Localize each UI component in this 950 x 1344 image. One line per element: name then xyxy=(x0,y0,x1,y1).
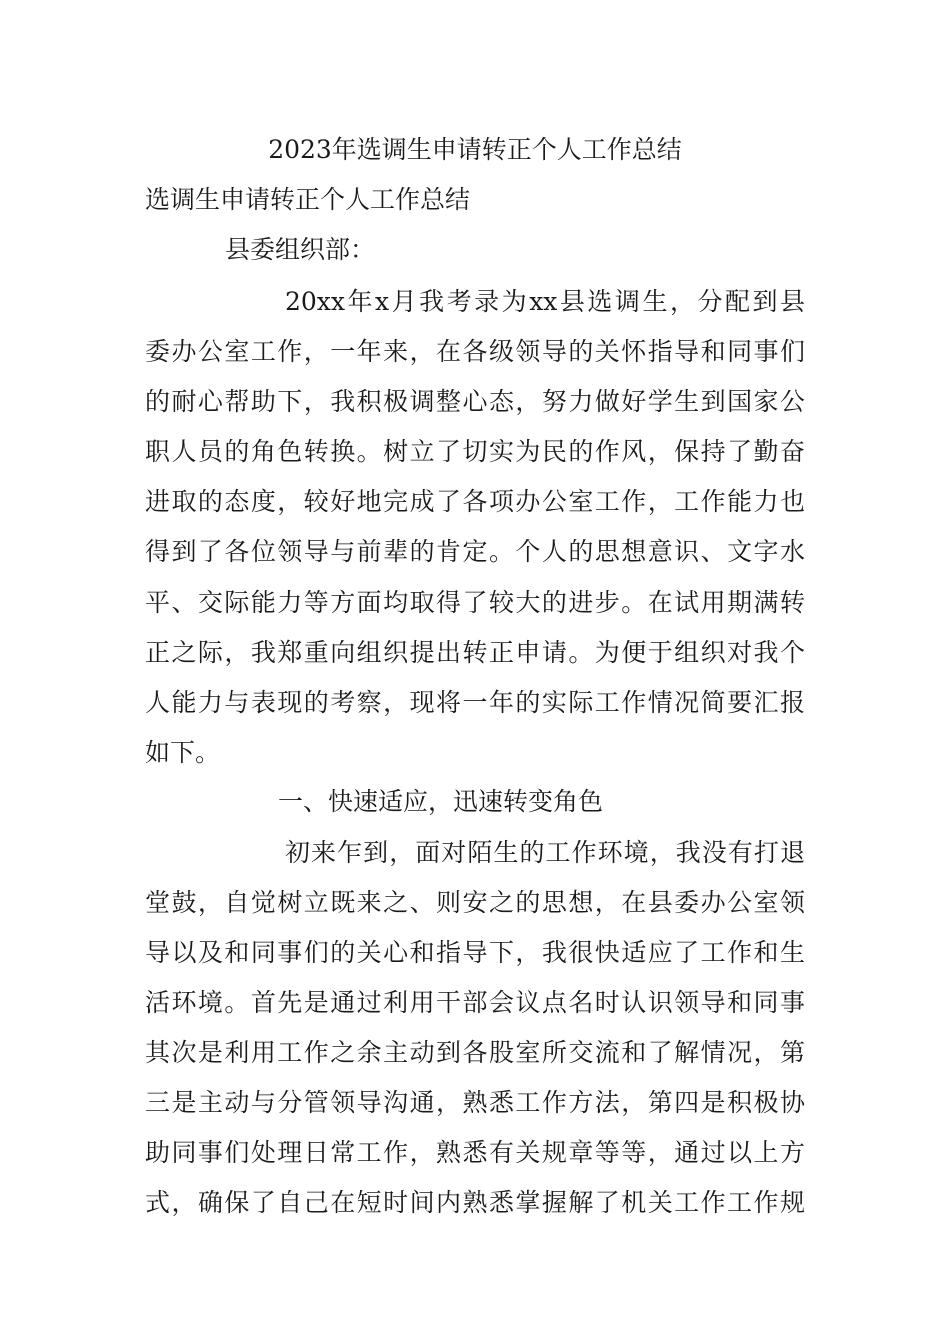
salutation: 县委组织部： xyxy=(225,235,376,264)
document-subtitle: 选调生申请转正个人工作总结 xyxy=(145,185,471,214)
paragraph-line: 正之际，我郑重向组织提出转正申请。为便于组织对我个 xyxy=(145,638,805,667)
paragraph-line: 初来乍到，面对陌生的工作环境，我没有打退 xyxy=(285,838,805,867)
paragraph-line: 活环境。首先是通过利用干部会议点名时认识领导和同事 xyxy=(145,988,805,1017)
paragraph-line: 得到了各位领导与前辈的肯定。个人的思想意识、文字水 xyxy=(145,537,805,566)
paragraph-line: 人能力与表现的考察，现将一年的实际工作情况简要汇报 xyxy=(145,688,805,717)
paragraph-line: 职人员的角色转换。树立了切实为民的作风，保持了勤奋 xyxy=(145,437,805,466)
paragraph-line: 平、交际能力等方面均取得了较大的进步。在试用期满转 xyxy=(145,588,805,617)
paragraph-line: 委办公室工作，一年来，在各级领导的关怀指导和同事们 xyxy=(145,337,805,366)
paragraph-line: 导以及和同事们的关心和指导下，我很快适应了工作和生 xyxy=(145,938,805,967)
section-heading: 一、快速适应，迅速转变角色 xyxy=(278,787,604,816)
paragraph-line: 助同事们处理日常工作，熟悉有关规章等等，通过以上方 xyxy=(145,1138,805,1167)
paragraph-line: 堂鼓，自觉树立既来之、则安之的思想，在县委办公室领 xyxy=(145,888,805,917)
paragraph-line: 三是主动与分管领导沟通，熟悉工作方法，第四是积极协 xyxy=(145,1088,805,1117)
paragraph-line: 进取的态度，较好地完成了各项办公室工作，工作能力也 xyxy=(145,487,805,516)
paragraph-line: 其次是利用工作之余主动到各股室所交流和了解情况，第 xyxy=(145,1038,805,1067)
paragraph-line: 20xx年x月我考录为xx县选调生，分配到县 xyxy=(285,287,805,316)
paragraph-line: 的耐心帮助下，我积极调整心态，努力做好学生到国家公 xyxy=(145,387,805,416)
document-title: 2023年选调生申请转正个人工作总结 xyxy=(268,135,682,164)
paragraph-line: 式，确保了自己在短时间内熟悉掌握解了机关工作工作规 xyxy=(145,1188,805,1217)
paragraph-line: 如下。 xyxy=(145,738,221,767)
